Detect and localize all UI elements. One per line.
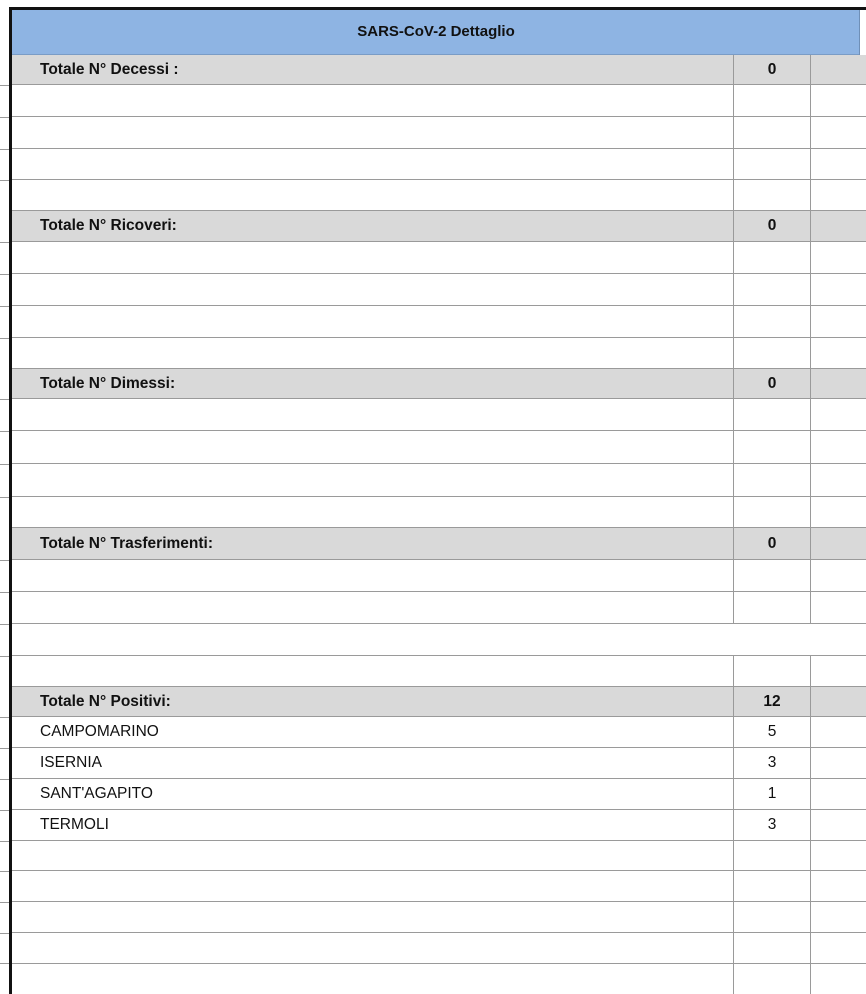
positivi-item-row[interactable] — [12, 810, 866, 841]
value-column-left-border — [733, 656, 734, 994]
empty-row[interactable] — [12, 592, 866, 624]
gutter-tick — [0, 560, 9, 561]
gutter-tick — [0, 810, 9, 811]
empty-row[interactable] — [12, 464, 866, 497]
ricoveri-header-row[interactable] — [12, 211, 866, 242]
empty-row[interactable] — [12, 933, 866, 964]
gutter-tick — [0, 779, 9, 780]
empty-row[interactable] — [12, 242, 866, 274]
empty-row[interactable] — [12, 85, 866, 117]
empty-row[interactable] — [12, 656, 866, 687]
value-column-right-border — [810, 656, 811, 994]
decessi-label: Totale N° Decessi : — [40, 60, 179, 78]
ricoveri-label: Totale N° Ricoveri: — [40, 217, 177, 234]
title-right-border — [859, 10, 860, 55]
gutter-tick — [0, 656, 9, 657]
gutter-tick — [0, 871, 9, 872]
comune-name: CAMPOMARINO — [40, 723, 159, 740]
empty-row[interactable] — [12, 902, 866, 933]
dimessi-label: Totale N° Dimessi: — [40, 374, 176, 392]
gutter-tick — [0, 717, 9, 718]
gutter-tick — [0, 933, 9, 934]
gutter-tick — [0, 85, 9, 86]
ricoveri-value: 0 — [767, 217, 777, 234]
sheet-title[interactable]: SARS-CoV-2 Dettaglio — [12, 10, 860, 55]
comune-count: 3 — [767, 816, 777, 833]
comune-name: SANT'AGAPITO — [40, 785, 153, 802]
trasferimenti-label: Totale N° Trasferimenti: — [40, 534, 214, 552]
dimessi-value: 0 — [767, 374, 777, 392]
gutter-tick — [0, 841, 9, 842]
gutter-tick — [0, 274, 9, 275]
trasferimenti-header-row[interactable] — [12, 528, 866, 560]
empty-row[interactable] — [12, 497, 866, 528]
empty-row[interactable] — [12, 399, 866, 431]
gutter-tick — [0, 497, 9, 498]
empty-row[interactable] — [12, 560, 866, 592]
gutter-tick — [0, 902, 9, 903]
trasferimenti-value: 0 — [767, 534, 777, 552]
positivi-item-row[interactable] — [12, 779, 866, 810]
gutter-tick — [0, 242, 9, 243]
gutter-tick — [0, 180, 9, 181]
gutter-tick — [0, 963, 9, 964]
comune-count: 1 — [767, 785, 777, 802]
gutter-tick — [0, 117, 9, 118]
positivi-header-row[interactable] — [12, 687, 866, 717]
comune-name: ISERNIA — [40, 754, 103, 771]
positivi-label: Totale N° Positivi: — [40, 692, 171, 710]
empty-row[interactable] — [12, 624, 866, 656]
empty-row[interactable] — [12, 871, 866, 902]
empty-row[interactable] — [12, 841, 866, 871]
positivi-item-row[interactable] — [12, 717, 866, 748]
decessi-header-row[interactable] — [12, 55, 866, 85]
gutter-tick — [0, 338, 9, 339]
gutter-tick — [0, 306, 9, 307]
positivi-item-row[interactable] — [12, 748, 866, 779]
gutter-tick — [0, 431, 9, 432]
empty-row[interactable] — [12, 149, 866, 180]
positivi-value: 12 — [763, 692, 781, 710]
value-column-left-border — [733, 55, 734, 624]
gutter-tick — [0, 748, 9, 749]
empty-row[interactable] — [12, 117, 866, 149]
decessi-value: 0 — [767, 60, 777, 78]
gutter-tick — [0, 149, 9, 150]
gutter-tick — [0, 399, 9, 400]
comune-count: 3 — [767, 754, 777, 771]
comune-name: TERMOLI — [40, 816, 109, 833]
gutter-tick — [0, 624, 9, 625]
dimessi-header-row[interactable] — [12, 369, 866, 399]
empty-row[interactable] — [12, 338, 866, 369]
empty-row[interactable] — [12, 274, 866, 306]
empty-row[interactable] — [12, 431, 866, 464]
comune-count: 5 — [767, 723, 777, 740]
gutter-tick — [0, 592, 9, 593]
empty-row[interactable] — [12, 306, 866, 338]
gutter-tick — [0, 464, 9, 465]
empty-row[interactable] — [12, 180, 866, 211]
value-column-right-border — [810, 55, 811, 624]
